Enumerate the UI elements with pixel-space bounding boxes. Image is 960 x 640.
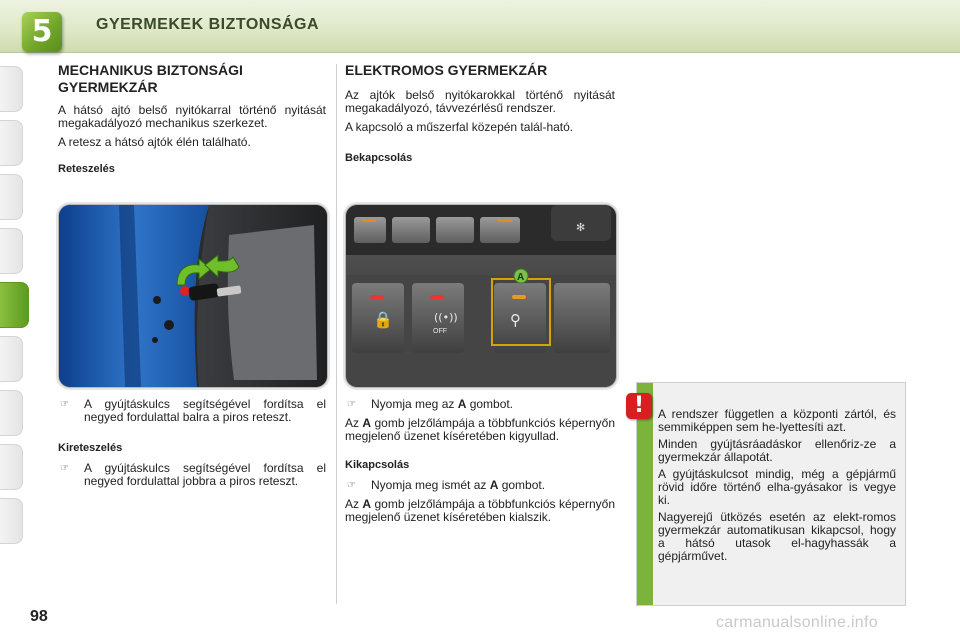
key-a: A bbox=[362, 416, 372, 430]
mechanical-lock-heading bbox=[58, 62, 326, 96]
warning-paragraph: Nagyerejű ütközés esetén az elekt-romos gyermekzár automatikusan kikapcsol, hogy a hátsó utasok el-hagyhassák a gépjárművet. bbox=[658, 510, 896, 563]
column-divider bbox=[336, 64, 337, 604]
dashboard-switch-illustration bbox=[346, 205, 616, 387]
warning-paragraph: Minden gyújtásráadáskor ellenőriz-ze a gyermekzár állapotát. bbox=[658, 437, 896, 464]
mechanical-location: A retesz a hátsó ajtók élén található. bbox=[58, 135, 251, 149]
activation-subheading: Bekapcsolás bbox=[345, 152, 413, 164]
locking-steps bbox=[58, 398, 326, 494]
chapter-number-badge: 5 bbox=[22, 12, 62, 52]
bullet-pointer-icon: ☞ bbox=[347, 480, 356, 491]
key-a: A bbox=[489, 478, 499, 492]
step-text: gombot. bbox=[466, 397, 514, 411]
mechanical-description: A hátsó ajtó belső nyitókarral történő nyitását megakadályozó mechanikus szerkezet. bbox=[58, 103, 326, 130]
unlocking-step bbox=[58, 462, 326, 488]
deactivation-subheading: Kikapcsolás bbox=[345, 459, 410, 471]
chapter-tab[interactable] bbox=[0, 444, 23, 490]
bullet-pointer-icon: ☞ bbox=[347, 399, 356, 410]
svg-text:✻: ✻ bbox=[576, 221, 586, 234]
chapter-tab[interactable] bbox=[0, 174, 23, 220]
warning-paragraph: A gyújtáskulcsot mindig, még a gépjármű rövid időre történő elha-gyásakor is vegye ki. bbox=[658, 467, 896, 507]
electric-lock-heading: ELEKTROMOS GYERMEKZÁR bbox=[345, 62, 548, 78]
electric-description: Az ajtók belső nyitókarokkal történő nyitását megakadályozó, távvezérlésű rendszer. bbox=[345, 88, 615, 115]
watermark: carmanualsonline.info bbox=[716, 614, 878, 631]
electric-steps bbox=[345, 398, 615, 530]
door-lock-illustration bbox=[59, 205, 327, 387]
step-text: gombot. bbox=[498, 478, 546, 492]
heading-line: GYERMEKZÁR bbox=[58, 79, 158, 95]
deactivation-note: Az A gomb jelzőlámpája a többfunkciós képernyőn megjelenő üzenet kíséretében kialszik. bbox=[345, 497, 615, 524]
step-text: Nyomja meg ismét az bbox=[371, 478, 490, 492]
deactivation-step bbox=[345, 479, 615, 492]
svg-text:🔒: 🔒 bbox=[373, 310, 393, 329]
chapter-tab[interactable] bbox=[0, 120, 23, 166]
bullet-pointer-icon: ☞ bbox=[60, 463, 69, 474]
mechanical-lock-section bbox=[58, 62, 326, 183]
svg-text:⚲: ⚲ bbox=[510, 311, 521, 329]
unlocking-step-text: A gyújtáskulcs segítségével fordítsa el negyed fordulattal jobbra a piros reteszt. bbox=[84, 461, 326, 488]
chapter-tab[interactable] bbox=[0, 66, 23, 112]
unlocking-subheading: Kireteszelés bbox=[58, 442, 123, 454]
bullet-pointer-icon: ☞ bbox=[60, 399, 69, 410]
chapter-title: GYERMEKEK BIZTONSÁGA bbox=[96, 16, 320, 33]
step-text: Nyomja meg az bbox=[371, 397, 458, 411]
chapter-tab[interactable] bbox=[0, 498, 23, 544]
chapter-tabs bbox=[0, 66, 30, 552]
chapter-tab[interactable] bbox=[0, 228, 23, 274]
warning-exclamation-icon: ! bbox=[626, 393, 652, 419]
chapter-tab[interactable] bbox=[0, 390, 23, 436]
warning-paragraph: A rendszer független a központi zártól, és semmiképpen sem he-lyettesíti azt. bbox=[658, 407, 896, 434]
locking-step-text: A gyújtáskulcs segítségével fordítsa el negyed fordulattal balra a piros reteszt. bbox=[84, 397, 326, 424]
svg-text:((•)): ((•)) bbox=[434, 311, 458, 324]
locking-step bbox=[58, 398, 326, 424]
page-number: 98 bbox=[30, 608, 48, 625]
switch-panel-figure bbox=[345, 204, 617, 388]
chapter-tab-active[interactable] bbox=[0, 282, 29, 328]
locking-subheading: Reteszelés bbox=[58, 163, 115, 175]
warning-text bbox=[658, 408, 896, 567]
activation-note: Az A gomb jelzőlámpája a többfunkciós képernyőn megjelenő üzenet kíséretében kigyullad. bbox=[345, 416, 615, 443]
electric-lock-section bbox=[345, 62, 615, 172]
off-label: OFF bbox=[433, 328, 447, 335]
heading-line: MECHANIKUS BIZTONSÁGI bbox=[58, 62, 243, 78]
key-a: A bbox=[457, 397, 467, 411]
switch-a-label: A bbox=[517, 272, 525, 283]
key-a: A bbox=[362, 497, 372, 511]
activation-step bbox=[345, 398, 615, 411]
chapter-tab[interactable] bbox=[0, 336, 23, 382]
electric-location: A kapcsoló a műszerfal közepén talál-ható. bbox=[345, 120, 574, 134]
door-lock-figure bbox=[58, 204, 328, 388]
